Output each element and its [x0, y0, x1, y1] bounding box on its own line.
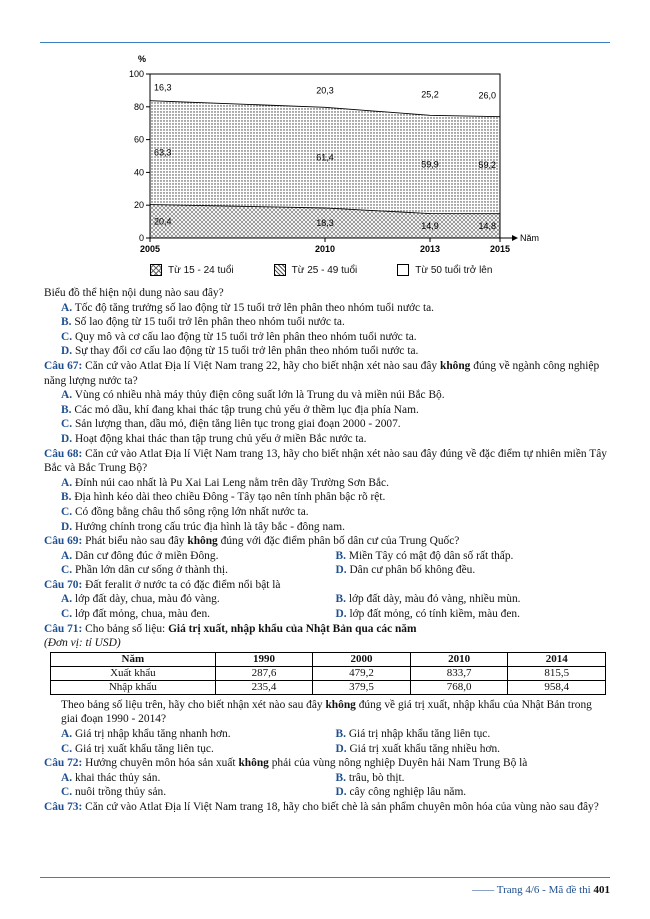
- table-cell: Xuất khẩu: [51, 666, 216, 680]
- option-key: A.: [61, 593, 73, 606]
- question-stem: Biểu đồ thể hiện nội dung nào sau đây?: [44, 287, 224, 299]
- question-text: phải của vùng nông nghiệp Duyên hải Nam Trung Bộ là: [271, 757, 528, 770]
- table-cell: 235,4: [215, 680, 313, 694]
- emphasis: không: [325, 698, 356, 711]
- question-68: [44, 447, 610, 476]
- table-unit: [44, 636, 610, 651]
- table-header: 2014: [508, 652, 606, 666]
- question-text: Đất feralit ở nước ta có đặc điểm nổi bật là: [85, 578, 281, 591]
- data-label: 26,0: [478, 90, 496, 101]
- y-tick-label: 60: [133, 134, 144, 145]
- question-number: Câu 67:: [44, 359, 83, 372]
- option-text: trâu, bò thịt.: [348, 771, 405, 784]
- stacked-area-chart: [100, 48, 560, 262]
- y-axis-label: %: [137, 54, 147, 64]
- data-label: 25,2: [421, 89, 439, 100]
- table-cell: 379,5: [313, 680, 411, 694]
- option-text: lớp đất dày, màu đỏ vàng, nhiều mùn.: [348, 593, 521, 606]
- option-key: D.: [335, 786, 347, 799]
- table-header: Năm: [51, 652, 216, 666]
- question-number: Câu 69:: [44, 535, 83, 548]
- option-text: Hoạt động khai thác than tập trung chủ yếu ở miền Bắc nước ta.: [74, 432, 367, 445]
- question-content: [44, 286, 610, 815]
- question-71: [44, 622, 610, 637]
- option-text: Sự thay đổi cơ cấu lao động từ 15 tuổi trở lên phân theo nhóm tuổi nước ta.: [74, 345, 419, 358]
- option-row: [44, 742, 610, 757]
- unit-text: (Đơn vị: tỉ USD): [44, 637, 121, 650]
- option-key: B.: [335, 549, 346, 562]
- option-key: C.: [61, 418, 73, 431]
- option-key: A.: [61, 301, 73, 314]
- option-text: cây công nghiệp lâu năm.: [349, 786, 467, 799]
- legend-swatch-xhatch: [150, 264, 162, 276]
- data-label: 18,3: [316, 217, 334, 228]
- option-key: A.: [61, 549, 73, 562]
- y-tick-label: 100: [128, 69, 144, 79]
- question-67: [44, 359, 610, 388]
- data-label: 59,9: [421, 159, 439, 170]
- option-text: Số lao động từ 15 tuổi trở lên phân theo nhóm tuổi nước ta.: [74, 316, 345, 329]
- option: [44, 344, 610, 359]
- option-text: Sản lượng than, dầu mỏ, điện tăng liên tục trong giai đoạn 2000 - 2007.: [74, 418, 401, 431]
- option-key: B.: [335, 771, 346, 784]
- option-text: lớp đất mỏng, chua, màu đen.: [74, 608, 211, 621]
- question-72: [44, 756, 610, 771]
- option: [44, 330, 610, 345]
- legend-label: Từ 25 - 49 tuổi: [291, 264, 358, 276]
- option-text: Quy mô và cơ cấu lao động từ 15 tuổi trở lên phân theo nhóm tuổi nước ta.: [74, 330, 417, 343]
- x-tick-label: 2010: [314, 244, 336, 254]
- option-row: [44, 607, 610, 622]
- question-text: Căn cứ vào Atlat Địa lí Việt Nam trang 18, hãy cho biết chè là sản phẩm chuyên môn hóa của vùng nào sau đây?: [85, 801, 599, 813]
- option-key: D.: [335, 564, 347, 577]
- emphasis: không: [238, 757, 269, 770]
- option-text: Hướng chính trong cấu trúc địa hình là tây bắc - đông nam.: [74, 520, 345, 533]
- option-row: [44, 549, 610, 564]
- option-text: Địa hình kéo dài theo chiều Đông - Tây tạo nên tính phân bậc rõ rệt.: [74, 491, 386, 504]
- table-row: [51, 680, 606, 694]
- option-text: khai thác thủy sản.: [74, 771, 161, 784]
- option: [44, 520, 610, 535]
- option-row: [44, 771, 610, 786]
- option-row: [44, 563, 610, 578]
- option-key: C.: [61, 564, 73, 577]
- option-key: C.: [61, 742, 73, 755]
- option-text: lớp đất mỏng, có tính kiềm, màu đen.: [349, 608, 520, 621]
- question-text: Theo bảng số liệu trên, hãy cho biết nhận xét nào sau đây: [61, 698, 323, 711]
- option: [44, 476, 610, 491]
- question-71-stem: [44, 698, 610, 727]
- option-key: B.: [61, 491, 72, 504]
- option-text: Dân cư đông đúc ở miền Đông.: [74, 549, 219, 562]
- table-header: 2010: [410, 652, 508, 666]
- question-text: Phát biểu nào sau đây: [85, 535, 185, 548]
- y-tick-label: 40: [133, 167, 144, 178]
- data-label: 14,9: [421, 220, 439, 231]
- option-key: B.: [61, 316, 72, 329]
- page-footer: [472, 884, 610, 896]
- legend-item: [397, 264, 492, 276]
- option-text: lớp đất dày, chua, màu đỏ vàng.: [74, 593, 220, 606]
- x-axis-label: Năm: [520, 233, 540, 243]
- option-row: [44, 785, 610, 800]
- question-69: [44, 534, 610, 549]
- option: [44, 315, 610, 330]
- data-table: [50, 652, 606, 695]
- table-cell: 479,2: [313, 666, 411, 680]
- option-text: Đỉnh núi cao nhất là Pu Xai Lai Leng nằm trên dãy Trường Sơn Bắc.: [74, 476, 389, 489]
- option-text: Giá trị xuất khẩu tăng nhiều hơn.: [349, 742, 501, 755]
- option: [44, 388, 610, 403]
- option-text: Miền Tây có mật độ dân số rất thấp.: [348, 549, 514, 562]
- question-73: [44, 800, 610, 815]
- data-label: 63,3: [154, 147, 172, 158]
- x-tick-label: 2005: [139, 244, 161, 254]
- option-text: Tốc độ tăng trưởng số lao động từ 15 tuổi trở lên phân theo nhóm tuổi nước ta.: [74, 301, 435, 314]
- data-label: 20,4: [154, 216, 172, 227]
- y-tick-label: 0: [138, 233, 144, 243]
- question-text: Căn cứ vào Atlat Địa lí Việt Nam trang 22, hãy cho biết nhận xét nào sau đây: [85, 359, 438, 372]
- question-number: Câu 71:: [44, 622, 83, 635]
- table-header: 2000: [313, 652, 411, 666]
- table-cell: Nhập khẩu: [51, 680, 216, 694]
- table-cell: 958,4: [508, 680, 606, 694]
- question-text: đúng về giá trị xuất, nhập khẩu của Nhật Bản trong giai đoạn 1990 - 2014?: [61, 698, 592, 726]
- table-cell: 815,5: [508, 666, 606, 680]
- footer-code: 401: [593, 884, 610, 896]
- option-key: C.: [61, 505, 73, 518]
- table-header-row: [51, 652, 606, 666]
- option-key: C.: [61, 786, 73, 799]
- option-key: D.: [61, 345, 73, 358]
- emphasis: không: [187, 535, 218, 548]
- data-label: 16,3: [154, 82, 172, 93]
- data-label: 61,4: [316, 152, 334, 163]
- option-row: [44, 592, 610, 607]
- option: [44, 490, 610, 505]
- question-number: Câu 73:: [44, 801, 83, 813]
- bottom-rule: [40, 877, 610, 878]
- y-tick-label: 80: [133, 101, 144, 112]
- option-text: Giá trị nhập khẩu tăng liên tục.: [348, 728, 491, 741]
- option-key: A.: [61, 389, 73, 402]
- legend-swatch-dots: [274, 264, 286, 276]
- question-number: Câu 68:: [44, 447, 83, 460]
- table-cell: 287,6: [215, 666, 313, 680]
- option: [44, 432, 610, 447]
- table-title: Giá trị xuất, nhập khẩu của Nhật Bản qua các năm: [168, 622, 417, 635]
- table-cell: 833,7: [410, 666, 508, 680]
- option-key: A.: [61, 771, 73, 784]
- option-key: B.: [335, 728, 346, 741]
- x-tick-label: 2013: [419, 244, 441, 254]
- emphasis: không: [439, 359, 471, 372]
- question-text: đúng với đặc điểm phân bố dân cư của Trung Quốc?: [220, 535, 460, 548]
- legend-swatch-blank: [397, 264, 409, 276]
- question-70: [44, 578, 610, 593]
- option-key: B.: [335, 593, 346, 606]
- table-row: [51, 666, 606, 680]
- option-key: D.: [335, 742, 347, 755]
- option: [44, 403, 610, 418]
- option-key: B.: [61, 403, 72, 416]
- option-key: D.: [335, 608, 347, 621]
- option-row: [44, 727, 610, 742]
- chart-legend: [150, 264, 550, 276]
- question-number: Câu 72:: [44, 757, 83, 770]
- table-header: 1990: [215, 652, 313, 666]
- y-tick-label: 20: [133, 200, 144, 211]
- legend-label: Từ 15 - 24 tuổi: [168, 264, 234, 276]
- question-text: đúng về ngành công nghiệp năng lượng nước ta?: [44, 359, 600, 387]
- legend-item: [150, 264, 234, 276]
- question-text: Căn cứ vào Atlat Địa lí Việt Nam trang 13, hãy cho biết nhận xét nào sau đây đúng về đặc điểm tự nhiên miền Tây Bắc và Bắc Trung Bộ?: [44, 447, 607, 475]
- option-text: Phần lớn dân cư sống ở thành thị.: [74, 564, 228, 577]
- question-number: Câu 70:: [44, 578, 83, 591]
- option: [44, 417, 610, 432]
- data-label: 14,8: [478, 220, 496, 231]
- top-rule: [40, 42, 610, 43]
- data-label: 20,3: [316, 85, 334, 96]
- option-text: Các mỏ dầu, khí đang khai thác tập trung chủ yếu ở thềm lục địa phía Nam.: [74, 403, 419, 416]
- x-axis-arrow-head: [512, 235, 518, 241]
- option-text: Dân cư phân bố không đều.: [349, 564, 476, 577]
- question-text: Cho bảng số liệu:: [85, 622, 166, 635]
- option-key: A.: [61, 728, 73, 741]
- option-text: Giá trị nhập khẩu tăng nhanh hơn.: [74, 728, 231, 741]
- legend-label: Từ 50 tuổi trở lên: [415, 264, 493, 276]
- option-key: D.: [61, 432, 73, 445]
- option-key: A.: [61, 476, 73, 489]
- option-key: C.: [61, 608, 73, 621]
- legend-item: [274, 264, 358, 276]
- option-text: Giá trị xuất khẩu tăng liên tục.: [74, 742, 214, 755]
- data-label: 59,2: [478, 160, 496, 171]
- option-text: nuôi trồng thủy sản.: [74, 786, 167, 799]
- option-key: D.: [61, 520, 73, 533]
- x-tick-label: 2015: [489, 244, 511, 254]
- footer-arrow: ——: [472, 884, 495, 896]
- table-cell: 768,0: [410, 680, 508, 694]
- footer-page: Trang 4/6 - Mã đề thi: [496, 884, 591, 896]
- option: [44, 301, 610, 316]
- option: [44, 505, 610, 520]
- question-text: Hướng chuyên môn hóa sản xuất: [85, 757, 236, 770]
- option-text: Có đồng bằng châu thổ sông rộng lớn nhất nước ta.: [74, 505, 309, 518]
- option-key: C.: [61, 330, 73, 343]
- option-text: Vùng có nhiều nhà máy thủy điện công suất lớn là Trung du và miền núi Bắc Bộ.: [74, 389, 445, 402]
